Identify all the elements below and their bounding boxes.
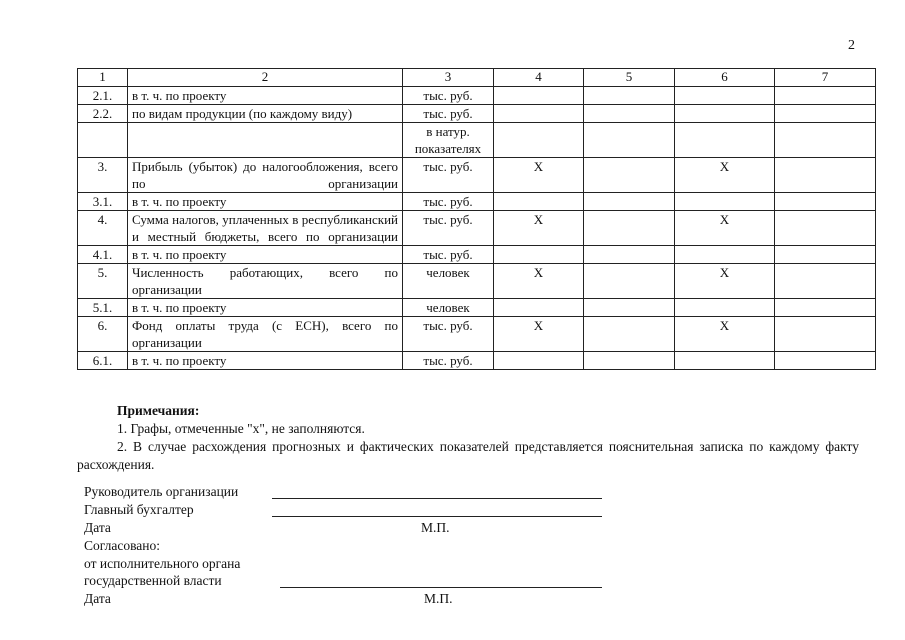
cell-col6 — [675, 299, 775, 317]
cell-col4 — [494, 105, 584, 123]
cell-col7 — [775, 317, 876, 352]
row-description: в т. ч. по проекту — [128, 352, 403, 370]
table-row — [78, 193, 876, 211]
table-row — [78, 299, 876, 317]
cell-col4 — [494, 352, 584, 370]
row-number: 5. — [78, 264, 128, 299]
cell-col6: X — [675, 158, 775, 193]
table-row — [78, 158, 876, 193]
row-number: 6. — [78, 317, 128, 352]
row-number: 4.1. — [78, 246, 128, 264]
signature-line — [280, 587, 602, 588]
notes-section — [77, 402, 859, 474]
row-description: Численность работающих, всего по организации — [128, 264, 403, 299]
cell-col6 — [675, 352, 775, 370]
notes-title: Примечания: — [117, 403, 200, 418]
table-row — [78, 317, 876, 352]
row-unit: человек — [403, 264, 494, 299]
row-number: 3.1. — [78, 193, 128, 211]
cell-col6: X — [675, 211, 775, 246]
row-unit: в натур. показателях — [403, 123, 494, 158]
cell-col6: X — [675, 317, 775, 352]
cell-col4: X — [494, 264, 584, 299]
cell-col4 — [494, 87, 584, 105]
note-item: 2. В случае расхождения прогнозных и фактических показателей представляется пояснительная записка по каждому факту расхождения. — [77, 439, 859, 472]
row-unit: тыс. руб. — [403, 87, 494, 105]
cell-col7 — [775, 123, 876, 158]
cell-col5 — [584, 193, 675, 211]
cell-col7 — [775, 352, 876, 370]
cell-col5 — [584, 123, 675, 158]
agreed-label: Согласовано: — [84, 538, 160, 553]
row-number: 5.1. — [78, 299, 128, 317]
cell-col5 — [584, 317, 675, 352]
signature-line — [272, 516, 602, 517]
report-table — [77, 68, 876, 370]
row-number: 2.2. — [78, 105, 128, 123]
signature-label-accountant: Главный бухгалтер — [84, 502, 194, 517]
column-header: 1 — [78, 69, 128, 87]
cell-col4 — [494, 246, 584, 264]
table-row — [78, 352, 876, 370]
row-description: в т. ч. по проекту — [128, 299, 403, 317]
stamp-place: М.П. — [421, 520, 450, 535]
column-header: 2 — [128, 69, 403, 87]
page-number: 2 — [848, 38, 855, 53]
cell-col4: X — [494, 211, 584, 246]
date-label: Дата — [84, 591, 111, 606]
table-header-row — [78, 69, 876, 87]
row-description: по видам продукции (по каждому виду) — [128, 105, 403, 123]
row-number — [78, 123, 128, 158]
row-unit: тыс. руб. — [403, 105, 494, 123]
column-header: 6 — [675, 69, 775, 87]
row-number: 3. — [78, 158, 128, 193]
cell-col5 — [584, 87, 675, 105]
row-number: 6.1. — [78, 352, 128, 370]
cell-col5 — [584, 211, 675, 246]
cell-col4 — [494, 193, 584, 211]
row-description: в т. ч. по проекту — [128, 87, 403, 105]
cell-col6 — [675, 105, 775, 123]
note-item: 1. Графы, отмеченные "x", не заполняются. — [117, 421, 365, 436]
row-description — [128, 123, 403, 158]
cell-col5 — [584, 299, 675, 317]
cell-col5 — [584, 158, 675, 193]
row-description: Прибыль (убыток) до налогообложения, всего по организации — [128, 158, 403, 193]
table-row — [78, 105, 876, 123]
row-number: 2.1. — [78, 87, 128, 105]
row-unit: тыс. руб. — [403, 317, 494, 352]
cell-col5 — [584, 264, 675, 299]
row-description: в т. ч. по проекту — [128, 193, 403, 211]
column-header: 3 — [403, 69, 494, 87]
cell-col6 — [675, 246, 775, 264]
table-row — [78, 123, 876, 158]
cell-col6: X — [675, 264, 775, 299]
stamp-place: М.П. — [424, 591, 453, 606]
cell-col6 — [675, 123, 775, 158]
government-label: государственной власти — [84, 573, 222, 588]
table-row — [78, 87, 876, 105]
cell-col5 — [584, 105, 675, 123]
signature-label-head: Руководитель организации — [84, 484, 239, 499]
column-header: 5 — [584, 69, 675, 87]
cell-col7 — [775, 299, 876, 317]
cell-col6 — [675, 193, 775, 211]
cell-col7 — [775, 264, 876, 299]
row-unit: тыс. руб. — [403, 246, 494, 264]
row-unit: тыс. руб. — [403, 352, 494, 370]
row-unit: тыс. руб. — [403, 193, 494, 211]
cell-col5 — [584, 352, 675, 370]
row-unit: тыс. руб. — [403, 158, 494, 193]
cell-col4: X — [494, 158, 584, 193]
date-label: Дата — [84, 520, 111, 535]
row-unit: тыс. руб. — [403, 211, 494, 246]
signature-line — [272, 498, 602, 499]
cell-col5 — [584, 246, 675, 264]
cell-col7 — [775, 105, 876, 123]
row-description: в т. ч. по проекту — [128, 246, 403, 264]
table-row — [78, 246, 876, 264]
cell-col7 — [775, 87, 876, 105]
table-row — [78, 211, 876, 246]
cell-col4 — [494, 123, 584, 158]
cell-col4: X — [494, 317, 584, 352]
table-row — [78, 264, 876, 299]
cell-col7 — [775, 211, 876, 246]
column-header: 7 — [775, 69, 876, 87]
cell-col7 — [775, 193, 876, 211]
column-header: 4 — [494, 69, 584, 87]
row-unit: человек — [403, 299, 494, 317]
row-description: Сумма налогов, уплаченных в республиканский и местный бюджеты, всего по организации — [128, 211, 403, 246]
cell-col7 — [775, 158, 876, 193]
row-description: Фонд оплаты труда (с ЕСН), всего по организации — [128, 317, 403, 352]
cell-col7 — [775, 246, 876, 264]
row-number: 4. — [78, 211, 128, 246]
executive-body-label: от исполнительного органа — [84, 556, 241, 571]
cell-col6 — [675, 87, 775, 105]
cell-col4 — [494, 299, 584, 317]
